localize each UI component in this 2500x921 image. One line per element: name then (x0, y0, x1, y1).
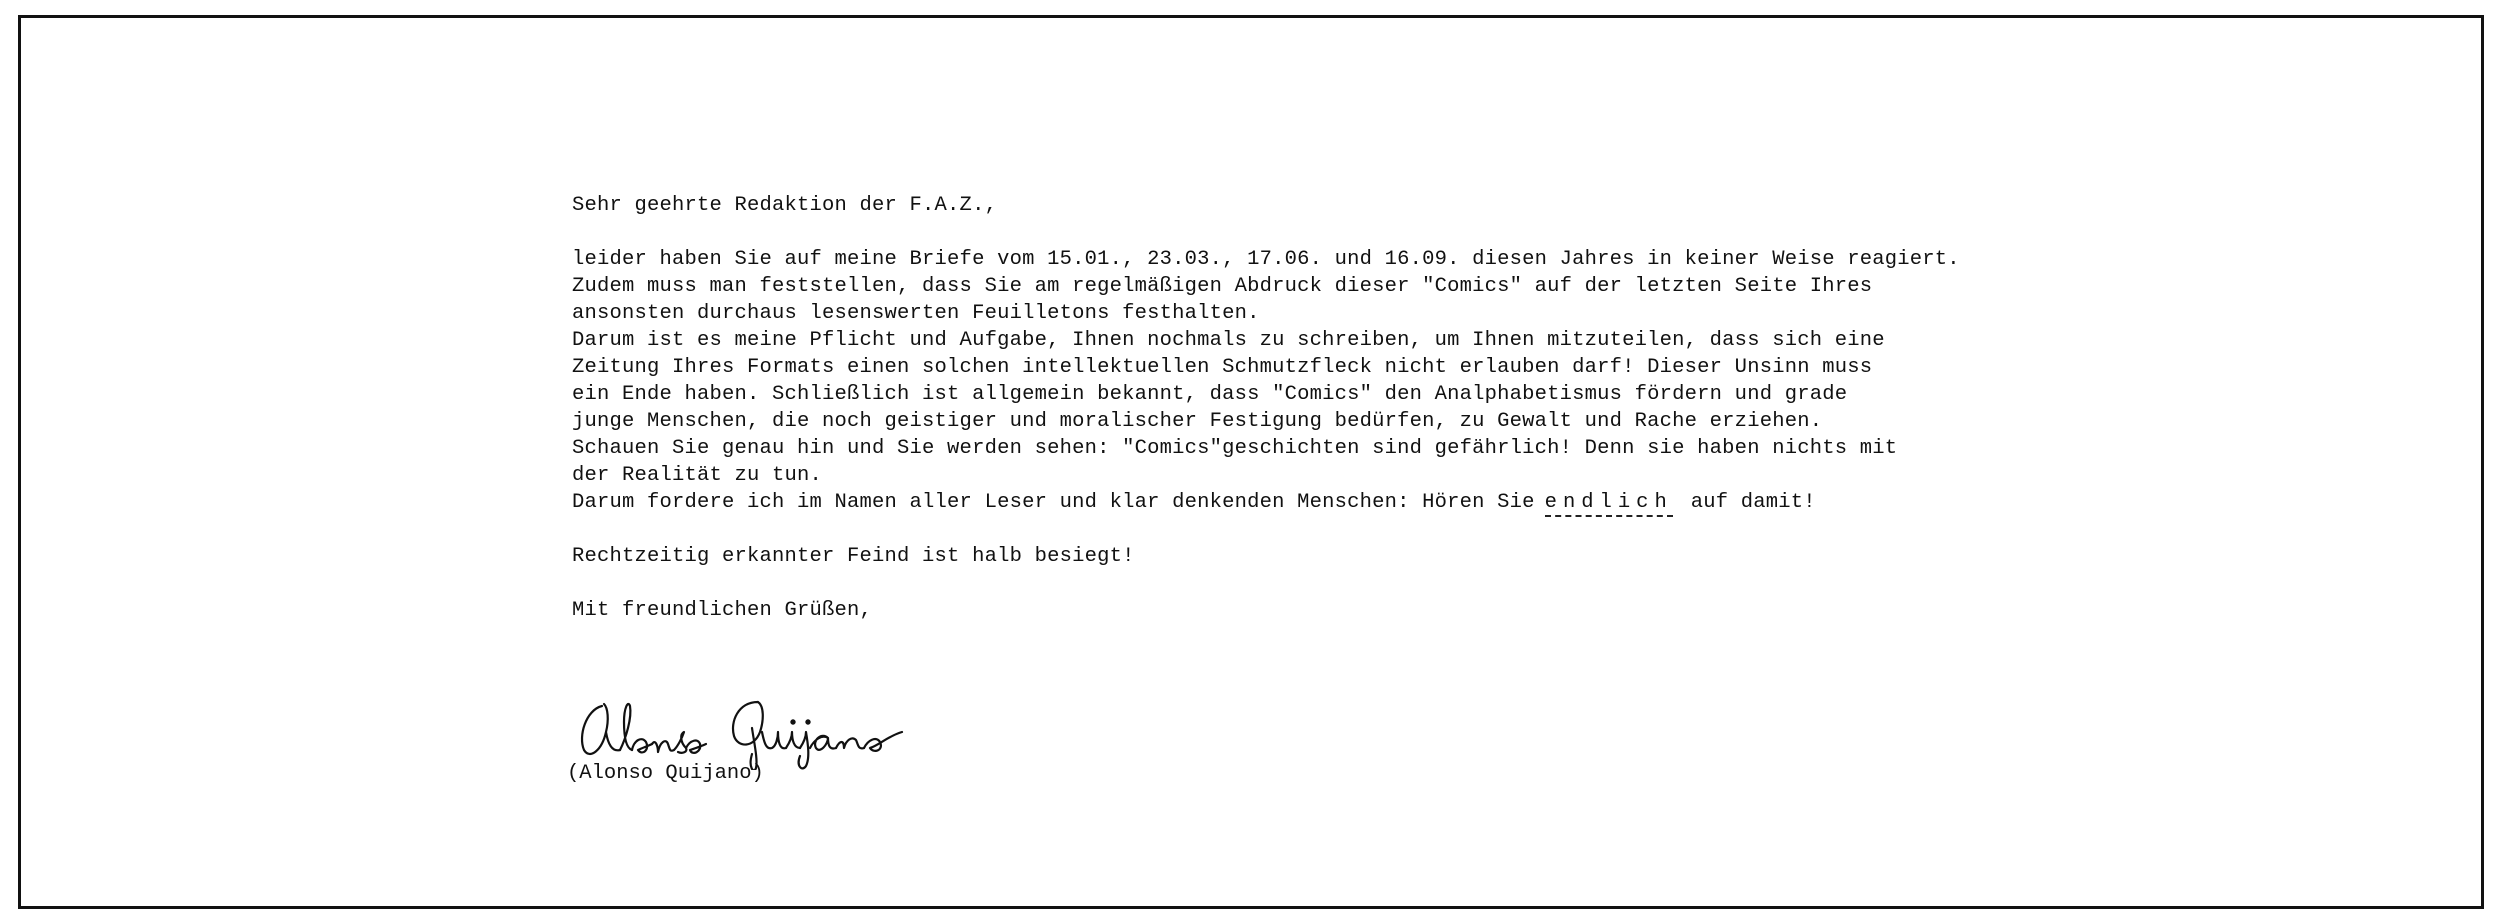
body-line: ansonsten durchaus lesenswerten Feuilletons festhalten. (572, 302, 1260, 325)
handwritten-signature (572, 688, 972, 770)
letter-body (572, 192, 1992, 624)
paragraph-gap (572, 570, 1992, 597)
body-line: Zeitung Ihres Formats einen solchen intellektuellen Schmutzfleck nicht erlauben darf! Dieser Unsinn muss (572, 356, 1873, 379)
paragraph-gap (572, 516, 1992, 543)
body-line: Darum ist es meine Pflicht und Aufgabe, Ihnen nochmals zu schreiben, um Ihnen mitzuteilen, dass sich eine (572, 329, 1885, 352)
final-demand-end: auf damit! (1690, 491, 1816, 514)
emphasis-word: endlich (1545, 491, 1673, 517)
body-line: der Realität zu tun. (572, 464, 823, 487)
final-demand-line (572, 489, 1992, 516)
closing: Mit freundlichen Grüßen, (572, 599, 873, 622)
body-line: Zudem muss man feststellen, dass Sie am regelmäßigen Abdruck dieser "Comics" auf der letzten Seite Ihres (572, 275, 1873, 298)
body-line: leider haben Sie auf meine Briefe vom 15.01., 23.03., 17.06. und 16.09. diesen Jahres in keiner Weise reagiert. (572, 248, 1960, 271)
motto: Rechtzeitig erkannter Feind ist halb besiegt! (572, 545, 1135, 568)
body-line: ein Ende haben. Schließlich ist allgemein bekannt, dass "Comics" den Analphabetismus fördern und grade (572, 383, 1848, 406)
body-line: Schauen Sie genau hin und Sie werden sehen: "Comics"geschichten sind gefährlich! Denn sie haben nichts mit (572, 437, 1898, 460)
printed-name: (Alonso Quijano) (567, 762, 764, 785)
paragraph-gap (572, 219, 1992, 246)
body-line: junge Menschen, die noch geistiger und moralischer Festigung bedürfen, zu Gewalt und Rache erziehen. (572, 410, 1823, 433)
salutation: Sehr geehrte Redaktion der F.A.Z., (572, 194, 998, 217)
final-demand-text: Darum fordere ich im Namen aller Leser und klar denkenden Menschen: Hören Sie (572, 491, 1535, 514)
